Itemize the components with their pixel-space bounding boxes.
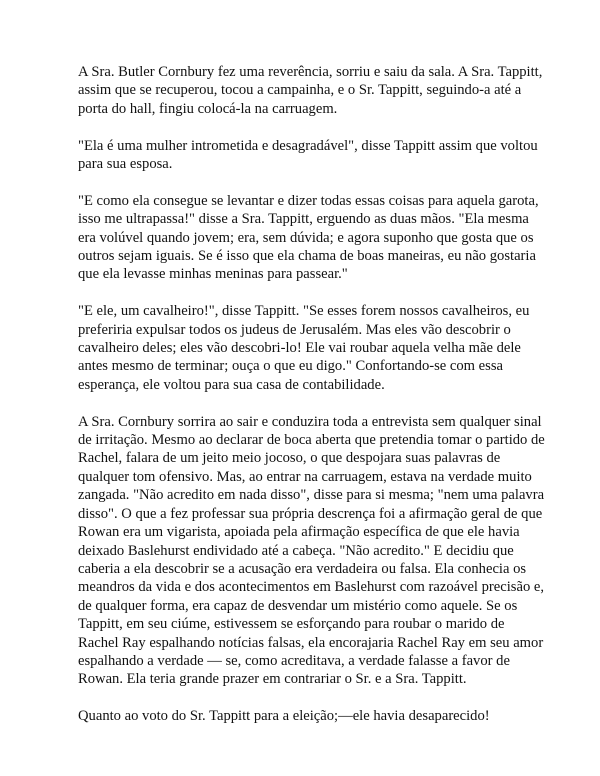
paragraph-1: A Sra. Butler Cornbury fez uma reverência, sorriu e saiu da sala. A Sra. Tappitt, assim que se recuperou, tocou a campainha, e o Sr. Tappitt, seguindo-a até a porta do hall, fingiu colocá-la na carruagem. [78,64,543,117]
paragraph-2: "Ela é uma mulher intrometida e desagradável", disse Tappitt assim que voltou para sua esposa. [78,137,538,173]
paragraph-6: Quanto ao voto do Sr. Tappitt para a eleição;—ele havia desaparecido! [78,708,490,725]
paragraph-4: "E ele, um cavalheiro!", disse Tappitt. "Se esses forem nossos cavalheiros, eu preferiria expulsar todos os judeus de Jerusalém. Mas eles vão descobrir o cavalheiro deles; eles vão descobri-lo! Ele vai roubar aquela velha mãe dele antes mesmo de terminar; ouça o que eu digo." Confortando-se com essa esperança, ele voltou para sua casa de contabilidade. [78,303,530,393]
document-page [78,63,548,726]
paragraph-3: "E como ela consegue se levantar e dizer todas essas coisas para aquela garota, isso me ultrapassa!" disse a Sra. Tappitt, erguendo as duas mãos. "Ela mesma era volúvel quando jovem; era, sem dúvida; e agora suponho que gosta que os outros sejam iguais. Se é isso que ela chama de boas maneiras, eu não gostaria que ela levasse minhas meninas para passear." [78,192,539,283]
paragraph-5: A Sra. Cornbury sorrira ao sair e conduzira toda a entrevista sem qualquer sinal de irritação. Mesmo ao declarar de boca aberta que pretendia tomar o partido de Rachel, falara de um jeito meio jocoso, o que despojara suas palavras de qualquer tom ofensivo. Mas, ao entrar na carruagem, estava na verdade muito zangada. "Não acredito em nada disso", disse para si mesma; "nem uma palavra disso". O que a fez professar sua própria descrença foi a afirmação geral de que Rowan era um vigarista, apoiada pela afirmação específica de que ele havia deixado Baslehurst endividado até a cabeça. "Não acredito." E decidiu que caberia a ela descobrir se a acusação era verdadeira ou falsa. Ela conhecia os meandros da vida e dos acontecimentos em Baslehurst com razoável precisão e, de qualquer forma, era capaz de desvendar um mistério como aquele. Se os Tappitt, em seu ciúme, estivessem se esforçando para roubar o marido de Rachel Ray espalhando notícias falsas, ela encorajaria Rachel Ray em seu amor espalhando a verdade — se, como acreditava, a verdade falasse a favor de Rowan. Ela teria grande prazer em contrariar o Sr. e a Sra. Tappitt. [78,413,545,688]
